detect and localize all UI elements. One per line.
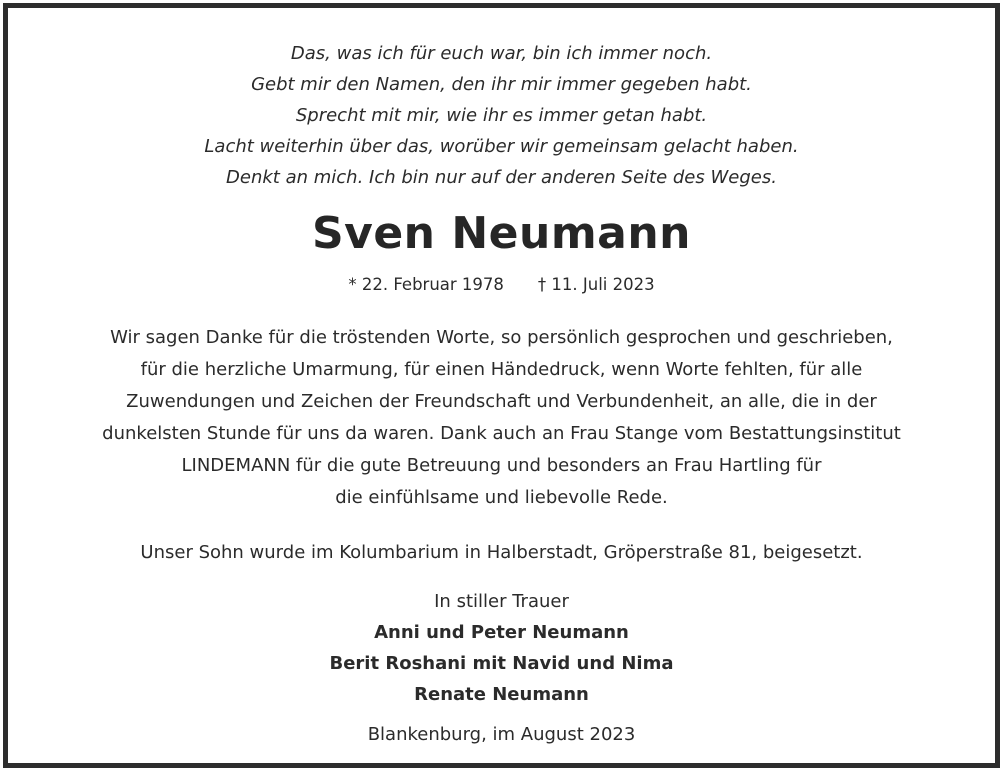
thanks-line: für die herzliche Umarmung, für einen Händedruck, wenn Worte fehlten, für alle <box>140 359 863 380</box>
mourning-block <box>8 586 995 710</box>
thanks-text <box>8 322 995 514</box>
poem-line: Sprecht mit mir, wie ihr es immer getan habt. <box>295 105 708 126</box>
obituary-frame <box>3 3 1000 768</box>
poem-line: Gebt mir den Namen, den ihr mir immer gegeben habt. <box>251 74 752 95</box>
mourner-name: Anni und Peter Neumann <box>374 622 629 643</box>
poem-line: Das, was ich für euch war, bin ich immer noch. <box>290 43 713 64</box>
thanks-line: Wir sagen Danke für die tröstenden Worte, so persönlich gesprochen und geschrieben, <box>110 327 893 348</box>
thanks-line: dunkelsten Stunde für uns da waren. Dank auch an Frau Stange vom Bestattungsinstitut <box>102 423 901 444</box>
death-date: † 11. Juli 2023 <box>537 275 655 294</box>
life-dates <box>8 272 995 298</box>
birth-date: * 22. Februar 1978 <box>348 275 504 294</box>
deceased-name: Sven Neumann <box>311 208 692 259</box>
thanks-line: die einfühlsame und liebevolle Rede. <box>335 487 668 508</box>
thanks-line: LINDEMANN für die gute Betreuung und besonders an Frau Hartling für <box>181 455 822 476</box>
place-date: Blankenburg, im August 2023 <box>367 724 636 745</box>
poem-line: Lacht weiterhin über das, worüber wir gemeinsam gelacht haben. <box>204 136 799 157</box>
mourner-name: Berit Roshani mit Navid und Nima <box>329 653 674 674</box>
mourner-name: Renate Neumann <box>414 684 589 705</box>
poem-line: Denkt an mich. Ich bin nur auf der anderen Seite des Weges. <box>226 167 777 188</box>
thanks-line: Zuwendungen und Zeichen der Freundschaft und Verbundenheit, an alle, die in der <box>126 391 877 412</box>
poem <box>8 38 995 193</box>
burial-notice: Unser Sohn wurde im Kolumbarium in Halberstadt, Gröperstraße 81, beigesetzt. <box>140 542 863 563</box>
mourning-heading: In stiller Trauer <box>434 591 569 612</box>
